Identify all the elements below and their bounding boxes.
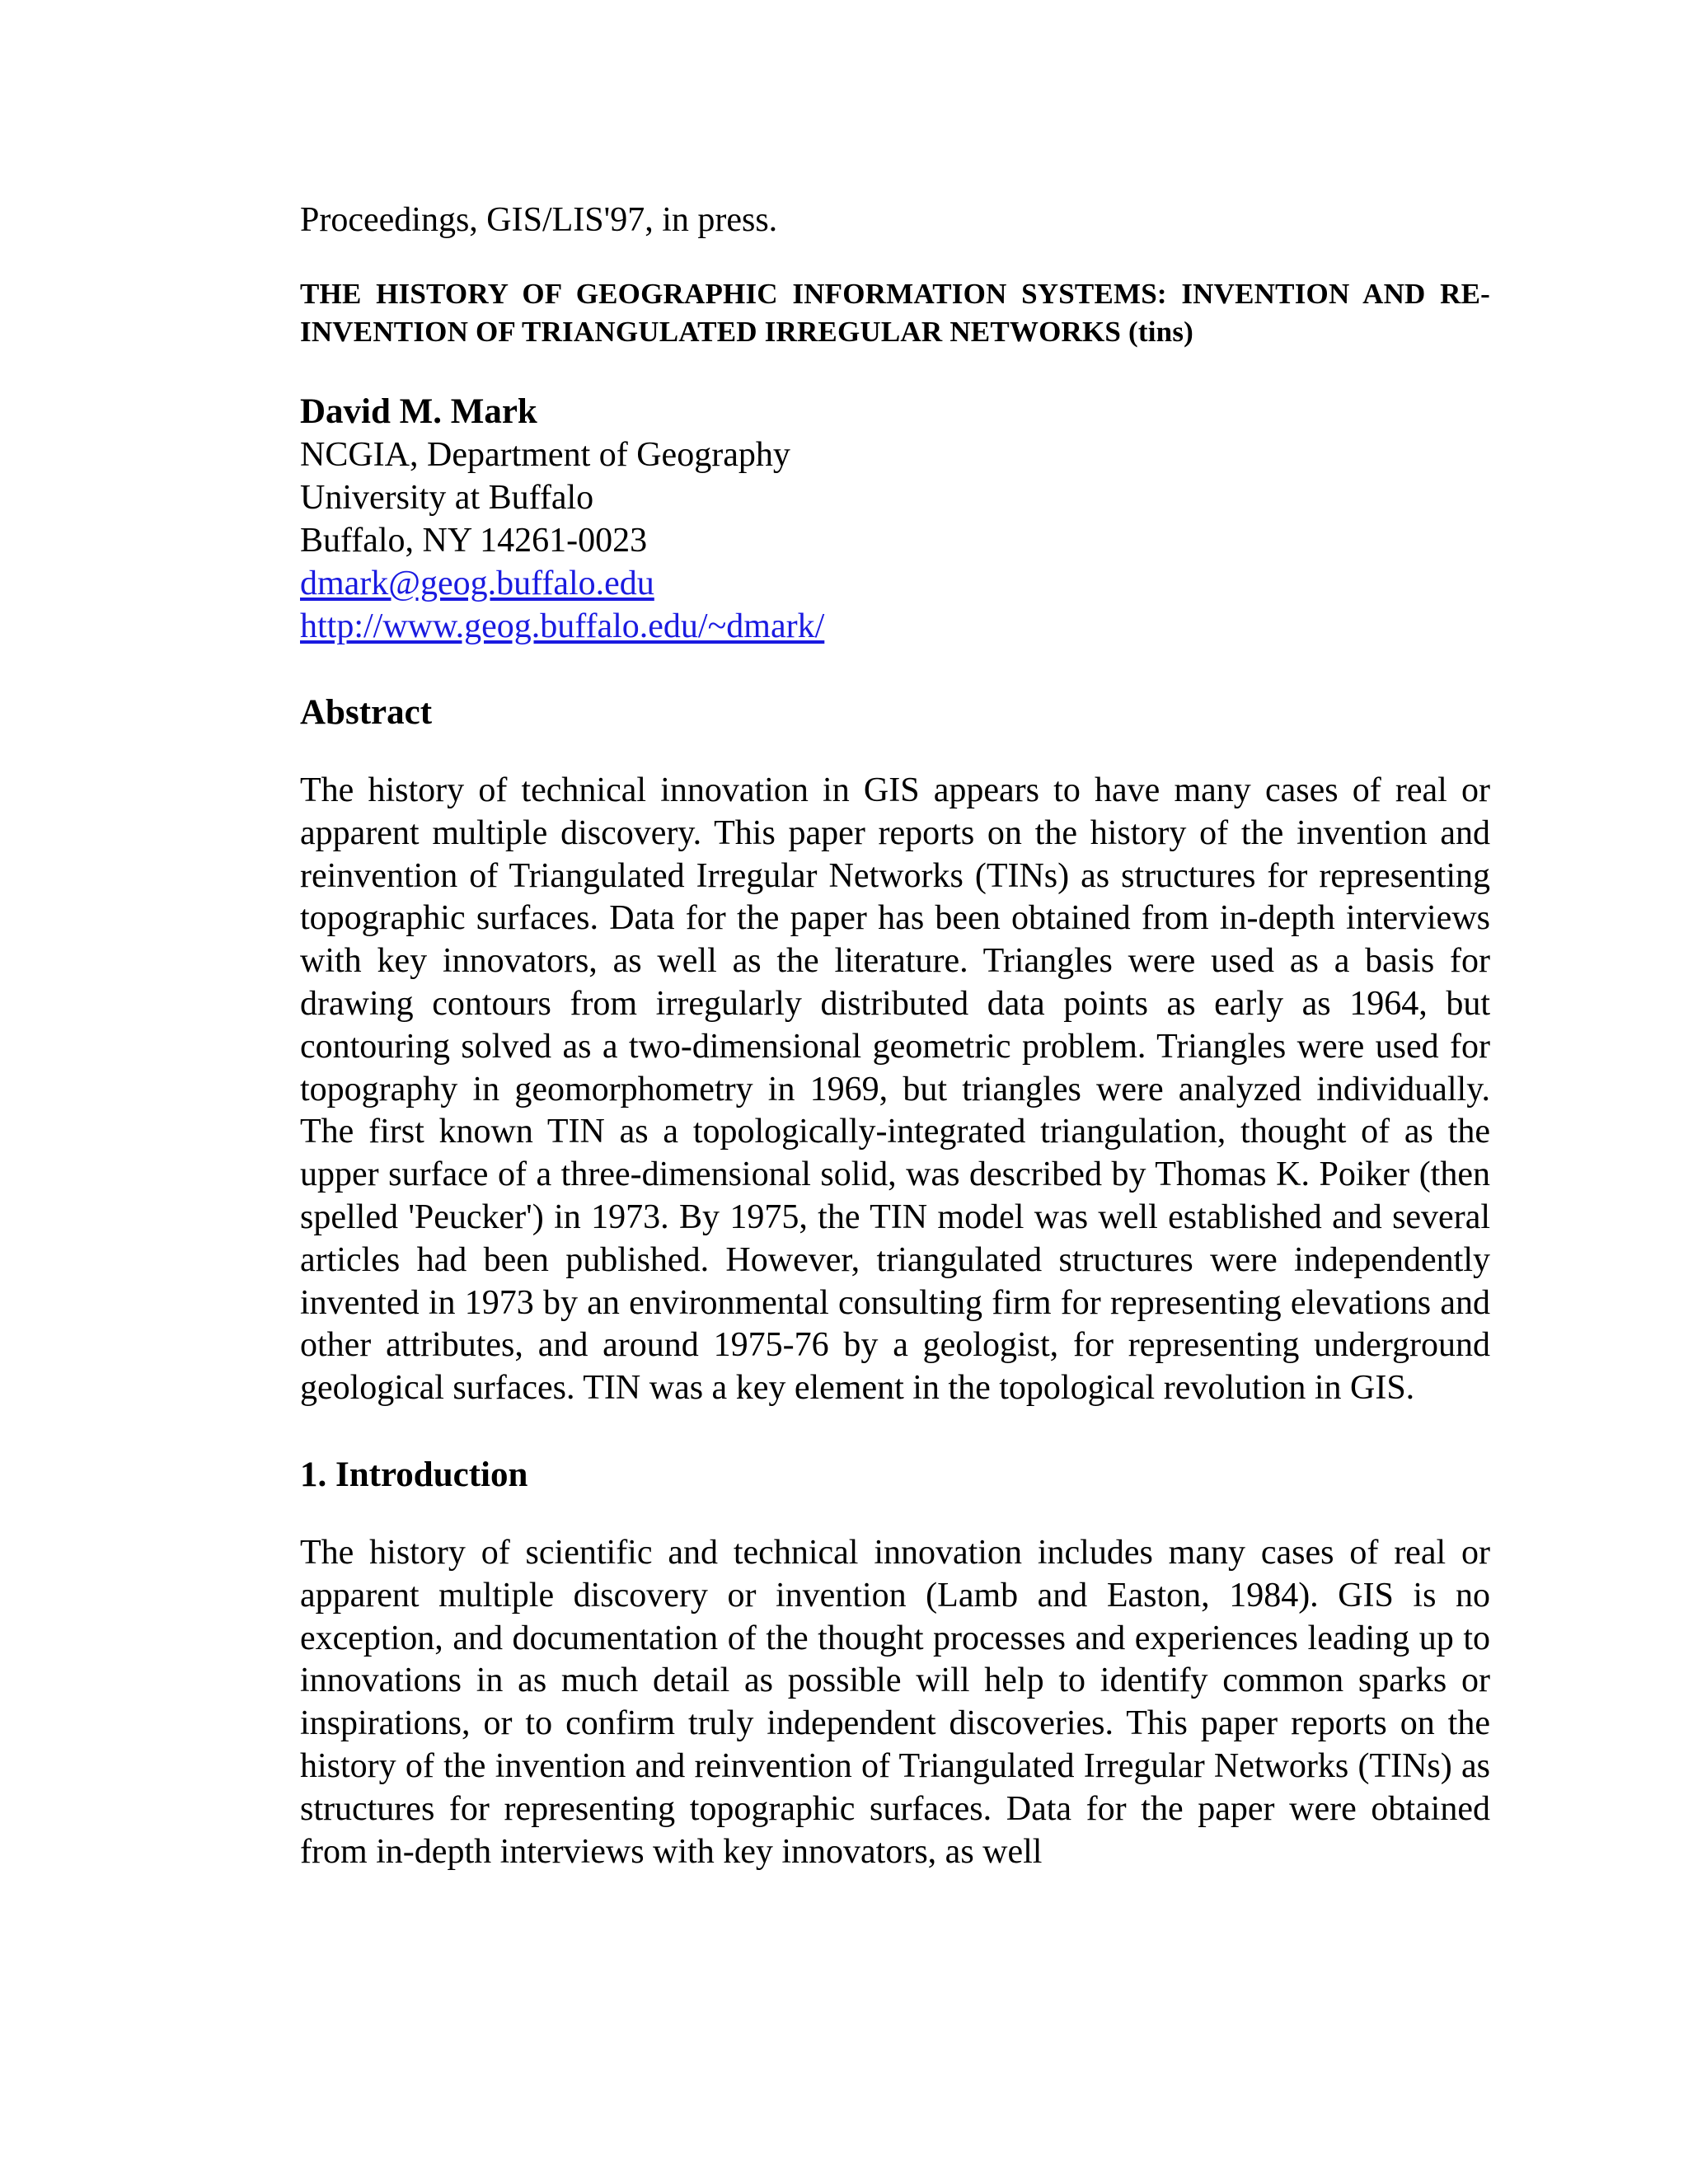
proceedings-note: Proceedings, GIS/LIS'97, in press. — [300, 201, 778, 239]
author-address: Buffalo, NY 14261-0023 — [300, 522, 648, 560]
author-affiliation: NCGIA, Department of Geography — [300, 436, 790, 474]
author-name: David M. Mark — [300, 392, 537, 431]
author-block — [300, 391, 1490, 648]
introduction-heading: 1. Introduction — [300, 1455, 528, 1494]
introduction-text: The history of scientific and technical innovation includes many cases of real or apparent multiple discovery or invention (Lamb and Easton, 1984). GIS is no exception, and documentation of the thought processes and experiences leading up to innovations in as much detail as possible will help to identify common sparks or inspirations, or to confirm truly independent discoveries. This paper reports on the history of the invention and reinvention of Triangulated Irregular Networks (TINs) as structures for representing topographic surfaces. Data for the paper were obtained from in-depth interviews with key innovators, as well — [300, 1533, 1490, 1871]
paper-title: THE HISTORY OF GEOGRAPHIC INFORMATION SYSTEMS: INVENTION AND RE-INVENTION OF TRIANGULATED IRREGULAR NETWORKS (tins) — [300, 278, 1490, 348]
author-university: University at Buffalo — [300, 479, 594, 517]
abstract-heading: Abstract — [300, 693, 433, 732]
author-url-line — [300, 605, 1490, 648]
author-homepage-link[interactable]: http://www.geog.buffalo.edu/~dmark/ — [300, 607, 825, 645]
paper-page — [300, 198, 1490, 1873]
author-email-line — [300, 562, 1490, 605]
author-email-link[interactable]: dmark@geog.buffalo.edu — [300, 565, 654, 602]
abstract-text: The history of technical innovation in GIS appears to have many cases of real or apparent multiple discovery. This paper reports on the history of the invention and reinvention of Triangulated Irregular Networks (TINs) as structures for representing topographic surfaces. Data for the paper has been obtained from in-depth interviews with key innovators, as well as the literature. Triangles were used as a basis for drawing contours from irregularly distributed data points as early as 1964, but contouring solved as a two-dimensional geometric problem. Triangles were used for topography in geomorphometry in 1969, but triangles were analyzed individually. The first known TIN as a topologically-integrated triangulation, thought of as the upper surface of a three-dimensional solid, was described by Thomas K. Poiker (then spelled 'Peucker') in 1973. By 1975, the TIN model was well established and several articles had been published. However, triangulated structures were independently invented in 1973 by an environmental consulting firm for representing elevations and other attributes, and around 1975-76 by a geologist, for representing underground geological surfaces. TIN was a key element in the topological revolution in GIS. — [300, 771, 1490, 1408]
